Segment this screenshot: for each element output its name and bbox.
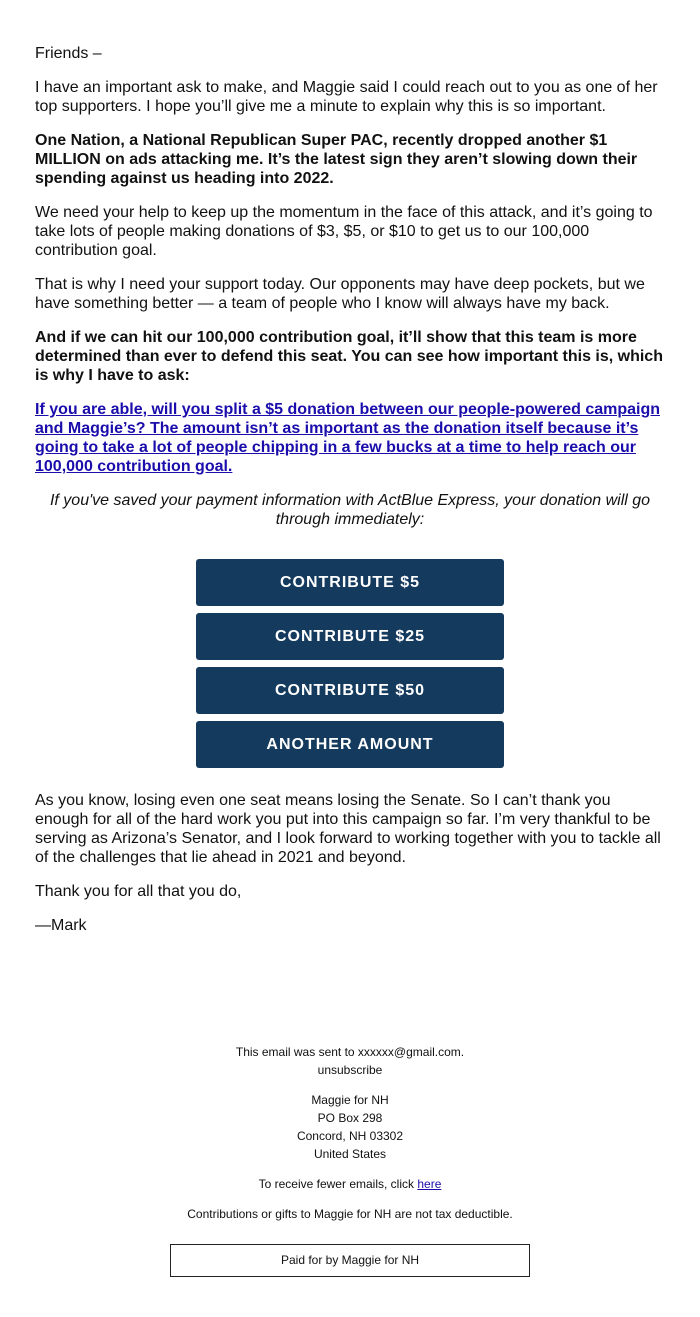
address-line-2: Concord, NH 03302: [296, 1129, 404, 1143]
fewer-emails-link[interactable]: here: [417, 1177, 442, 1191]
donation-buttons: [196, 559, 504, 775]
sent-to-line: This email was sent to xxxxxx@gmail.com.: [235, 1045, 465, 1059]
org-name: Maggie for NH: [311, 1093, 389, 1107]
goal-paragraph: And if we can hit our 100,000 contribution goal, it’ll show that this team is more determined than ever to defend this seat. You can see how important this is, which is why I have to ask:: [35, 329, 663, 384]
paid-for-disclaimer: Paid for by Maggie for NH: [170, 1244, 530, 1277]
greeting: Friends –: [35, 45, 102, 62]
attack-paragraph: One Nation, a National Republican Super PAC, recently dropped another $1 MILLION on ads attacking me. It’s the latest sign they aren’t slowing down their spending against us heading into 2022.: [35, 132, 638, 187]
support-paragraph: That is why I need your support today. Our opponents may have deep pockets, but we have something better — a team of people who I know will always have my back.: [35, 276, 645, 312]
donation-ask-link[interactable]: If you are able, will you split a $5 donation between our people-powered campaign and Maggie’s? The amount isn’t as important as the donation itself because it’s going to take a lot of people chipping in a few bucks at a time to help reach our 100,000 contribution goal.: [35, 401, 660, 475]
contribute-5-button[interactable]: CONTRIBUTE $5: [196, 559, 504, 606]
thanks-line: Thank you for all that you do,: [35, 883, 242, 900]
fewer-emails-text: To receive fewer emails, click: [258, 1177, 414, 1191]
address-line-1: PO Box 298: [317, 1111, 383, 1125]
closing-paragraph: As you know, losing even one seat means losing the Senate. So I can’t thank you enough for all of the hard work you put into this campaign so far. I’m very thankful to be serving as Arizona’s Senator, and I look forward to working together with you to tackle all of the challenges that lie ahead in 2021 and beyond.: [35, 792, 661, 866]
email-body: [35, 44, 665, 544]
address-line-3: United States: [313, 1147, 387, 1161]
fewer-emails-line: [0, 1175, 700, 1193]
momentum-paragraph: We need your help to keep up the momentum in the face of this attack, and it’s going to take lots of people making donations of $3, $5, or $10 to get us to our 100,000 contribution goal.: [35, 204, 653, 259]
contribute-50-button[interactable]: CONTRIBUTE $50: [196, 667, 504, 714]
email-footer: [0, 1043, 700, 1223]
another-amount-button[interactable]: ANOTHER AMOUNT: [196, 721, 504, 768]
tax-deductible-note: Contributions or gifts to Maggie for NH are not tax deductible.: [187, 1207, 513, 1221]
actblue-express-note: If you've saved your payment information with ActBlue Express, your donation will go through immediately:: [49, 492, 651, 528]
intro-paragraph: I have an important ask to make, and Maggie said I could reach out to you as one of her top supporters. I hope you’ll give me a minute to explain why this is so important.: [35, 79, 658, 115]
signature: —Mark: [35, 917, 87, 934]
contribute-25-button[interactable]: CONTRIBUTE $25: [196, 613, 504, 660]
unsubscribe-link[interactable]: unsubscribe: [317, 1063, 383, 1077]
closing-section: [35, 791, 665, 950]
